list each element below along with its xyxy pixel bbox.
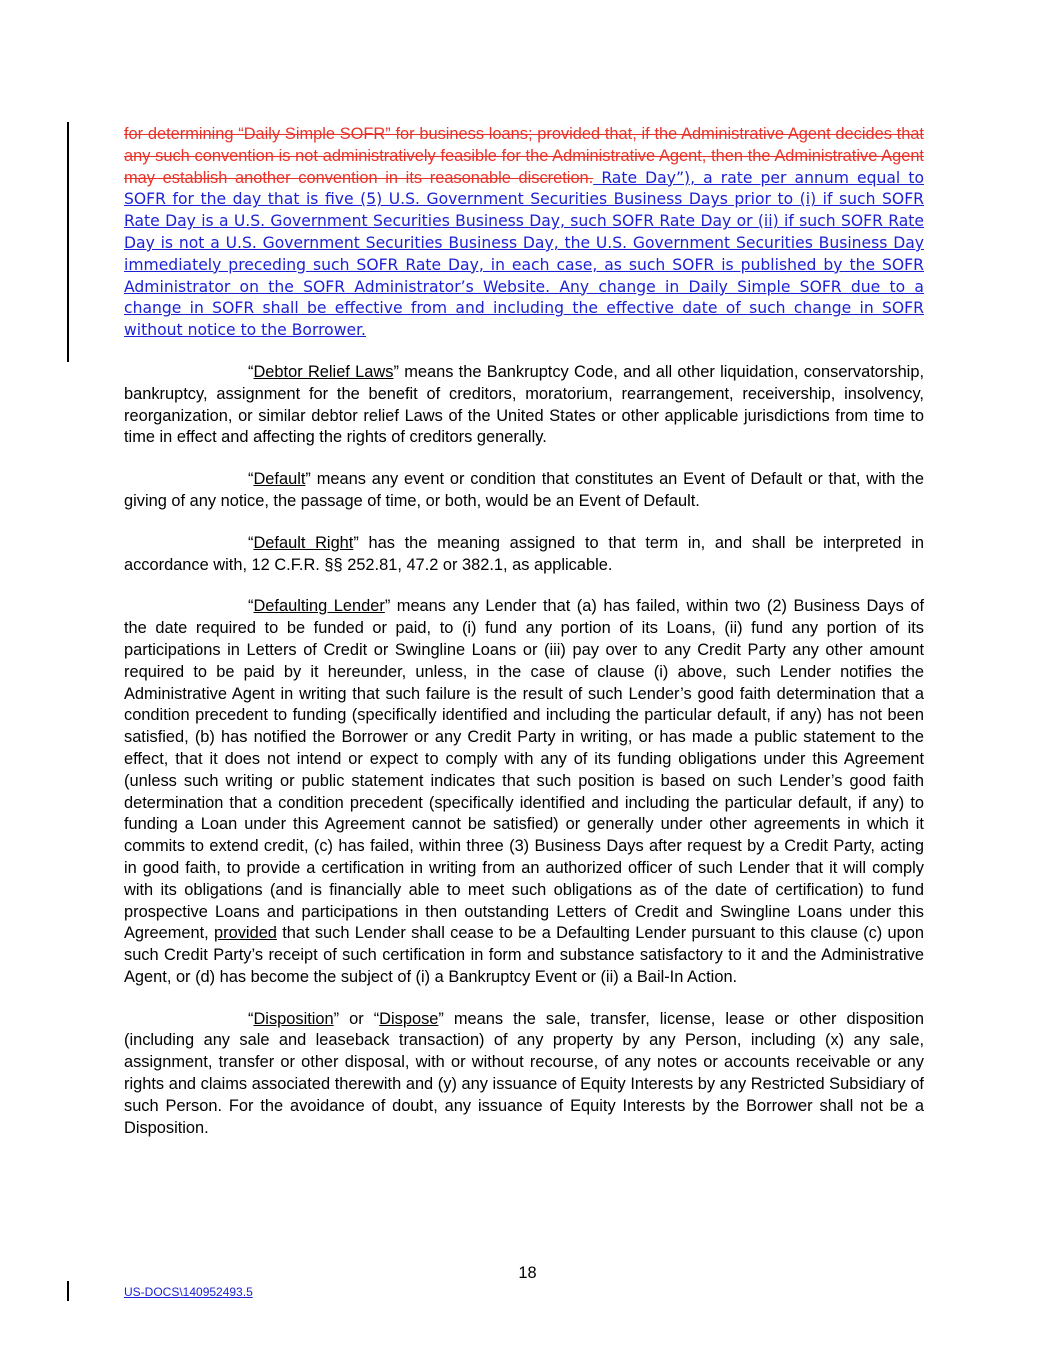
definition-default: [124, 469, 924, 513]
document-page: [124, 124, 924, 1159]
definition-body: ” means the sale, transfer, license, lease or other disposition (including any sale and leaseback transaction) of any property by any Person, including (x) any sale, assignment, transfer or other disposal, with or without recourse, of any notes or accounts receivable or any rights and claims associated therewith and (y) any issuance of Equity Interests by any Restricted Subsidiary of such Person. For the avoidance of doubt, any issuance of Equity Interests by the Borrower shall not be a Disposition.: [124, 1009, 924, 1137]
open-quote: “: [248, 533, 254, 552]
defined-term: Default Right: [253, 533, 354, 552]
defined-term: Defaulting Lender: [253, 597, 385, 616]
definition-body-continued: that such Lender shall cease to be a Defaulting Lender pursuant to this clause (c) upon such Credit Party’s receipt of such certification in form and substance satisfactory to it and the Administrative Agent, or (d) has become the subject of (i) a Bankruptcy Event or (ii) a Bail-In Action.: [124, 924, 924, 986]
definition-debtor-relief-laws: [124, 362, 924, 449]
document-id[interactable]: US-DOCS\140952493.5: [124, 1285, 253, 1299]
defined-term: Default: [253, 470, 306, 489]
open-quote: “: [248, 470, 254, 489]
change-bar-top: [67, 122, 69, 362]
open-quote: “: [248, 362, 254, 381]
definition-defaulting-lender: [124, 596, 924, 988]
open-quote: “: [248, 597, 254, 616]
definition-body: ” means any Lender that (a) has failed, within two (2) Business Days of the date required to be funded or paid, to (i) fund any portion of its Loans, (ii) fund any portion of its participations in Letters of Credit or Swingline Loans or (iii) pay over to any Credit Party any other amount required to be paid by it hereunder, unless, in the case of clause (i) above, such Lender notifies the Administrative Agent in writing that such failure is the result of such Lender’s good faith determination that a condition precedent to funding (specifically identified and including the particular default, if any) has not been satisfied, (b) has notified the Borrower or any Credit Party in writing, or has made a public statement to the effect, that it does not intend or expect to comply with any of its funding obligations under this Agreement (unless such writing or public statement indicates that such position is based on such Lender’s good faith determination that a condition precedent (specifically identified and including the particular default, if any) to funding a Loan under this Agreement cannot be satisfied) or generally under other agreements in which it commits to extend credit, (c) has failed, within three (3) Business Days after request by a Credit Party, acting in good faith, to provide a certification in writing from an authorized officer of such Lender that it will comply with its obligations (and is financially able to meet such obligations as of the date of certification) to fund prospective Loans and participations in then outstanding Letters of Credit and Swingline Loans under this Agreement,: [124, 597, 924, 943]
inserted-text: Rate Day”), a rate per annum equal to SOFR for the day that is five (5) U.S. Government Securities Business Days prior to (i) if such SOFR Rate Day is a U.S. Government Securities Business Day, such SOFR Rate Day or (ii) if such SOFR Rate Day is not a U.S. Government Securities Business Day, the U.S. Government Securities Business Day immediately preceding such SOFR Rate Day, in each case, as such SOFR is published by the SOFR Administrator on the SOFR Administrator’s Website. Any change in Daily Simple SOFR due to a change in SOFR shall be effective from and including the effective date of such change in SOFR without notice to the Borrower.: [124, 168, 924, 340]
definition-default-right: [124, 533, 924, 577]
change-bar-footer: [67, 1281, 69, 1301]
definition-body: ” means the Bankruptcy Code, and all other liquidation, conservatorship, bankruptcy, assignment for the benefit of creditors, moratorium, rearrangement, receivership, insolvency, reorganization, or similar debtor relief Laws of the United States or other applicable jurisdictions from time to time in effect and affecting the rights of creditors generally.: [124, 362, 924, 447]
term-connector: ” or “: [333, 1009, 380, 1028]
definition-body: ” means any event or condition that constitutes an Event of Default or that, with the giving of any notice, the passage of time, or both, would be an Event of Default.: [124, 470, 924, 510]
definition-disposition: [124, 1009, 924, 1140]
defined-term-alt: Dispose: [379, 1009, 439, 1028]
page-number: 18: [518, 1264, 537, 1282]
provided-term: provided: [214, 924, 277, 943]
defined-term: Debtor Relief Laws: [253, 362, 394, 381]
definition-body: ” has the meaning assigned to that term in, and shall be interpreted in accordance with, 12 C.F.R. §§ 252.81, 47.2 or 382.1, as applicable.: [124, 533, 924, 574]
deleted-text: for determining “Daily Simple SOFR” for business loans; provided that, if the Administrative Agent decides that any such convention is not administratively feasible for the Administrative Agent, then the Administrative Agent may establish another convention in its reasonable discretion.: [124, 125, 924, 187]
open-quote: “: [248, 1009, 254, 1028]
redline-paragraph: [124, 124, 924, 342]
defined-term: Disposition: [253, 1009, 334, 1028]
